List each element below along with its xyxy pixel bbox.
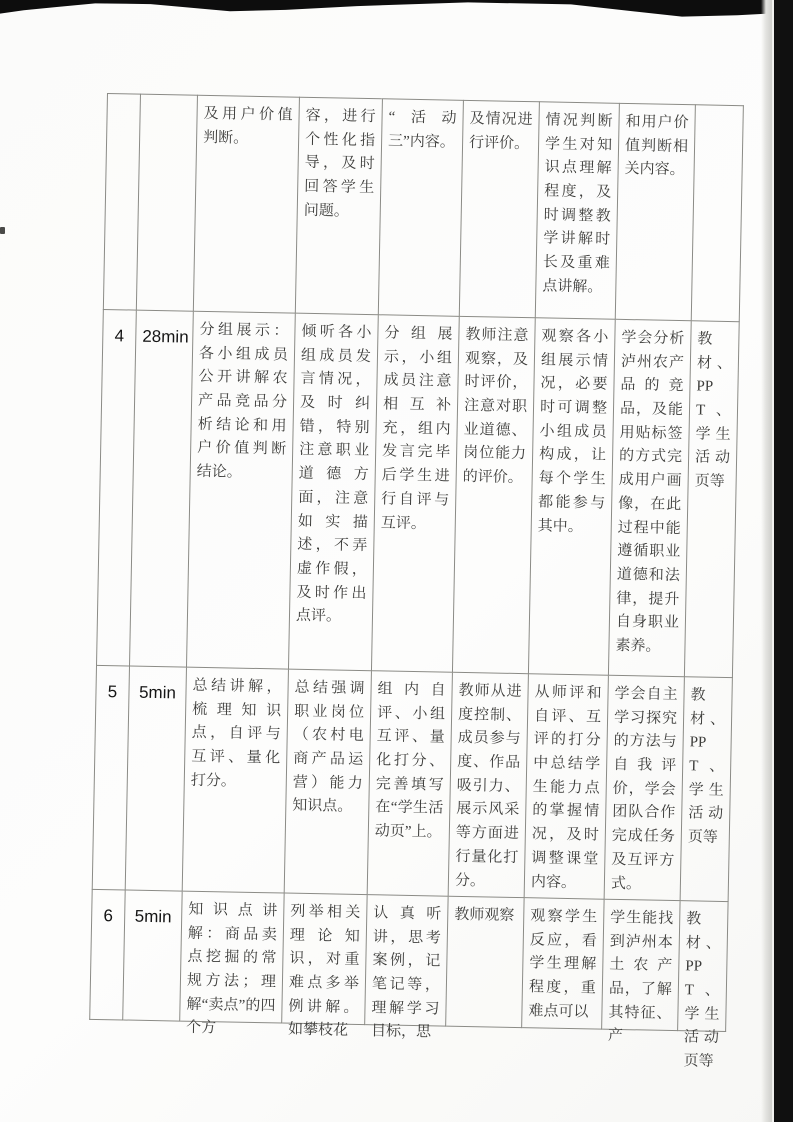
cell-evaluation <box>446 896 524 1027</box>
cell-teaching-content <box>193 95 299 313</box>
evaluation-text: 教师观察 <box>454 906 515 924</box>
cell-observation-adjustment <box>535 102 619 319</box>
cell-duration <box>130 310 194 667</box>
cell-step-number <box>103 94 140 311</box>
table-row-continuation <box>103 94 743 322</box>
cell-step-number <box>90 889 125 1020</box>
step-number: 5 <box>107 682 118 702</box>
outcome-text: 学会自主学习探究的方法与自我评价，学会团队合作完成任务及互评方式。 <box>610 685 678 892</box>
scan-speck <box>0 227 5 234</box>
observation-text: 情况判断学生对知识点理解程度，及时调整教学讲解时长及重难点讲解。 <box>542 112 613 296</box>
cell-resources <box>684 321 739 678</box>
student-activity-text: “活动三”内容。 <box>387 109 457 151</box>
teacher-activity-text: 倾听各小组成员发言情况，及时纠错，特别注意职业道德方面，注意如实描述，不弄虚作假，及时作出点评。 <box>295 323 372 625</box>
cell-learning-outcome <box>615 103 695 320</box>
student-activity-text: 分组展示，小组成员注意相互补充，组内发言完毕后学生进行自评与互评。 <box>380 325 453 532</box>
table-row-step6 <box>90 889 728 1031</box>
duration: 5min <box>138 682 177 703</box>
student-activity-text: 认真听讲，思考案例，记笔记等，理解学习目标，思 <box>370 905 442 1041</box>
cell-student-activity <box>367 671 452 897</box>
resources-text: 教材、PPT、学生活动页等 <box>687 687 726 846</box>
outcome-text: 学生能找到泸州本土农产品，了解其特征、产 <box>607 909 674 1045</box>
student-activity-text: 组内自评、小组互评、量化打分、完善填写在“学生活动页”上。 <box>374 681 446 841</box>
scan-edge-top <box>0 0 793 17</box>
cell-learning-outcome <box>604 675 684 900</box>
cell-student-activity <box>378 99 463 317</box>
table-row-step4 <box>97 309 740 677</box>
teacher-activity-text: 容，进行个性化指导，及时回答学生问题。 <box>303 107 376 220</box>
cell-duration <box>125 666 186 891</box>
duration <box>147 108 191 109</box>
step-number: 6 <box>103 906 114 926</box>
cell-evaluation <box>448 672 528 897</box>
step-number: 4 <box>114 326 125 346</box>
duration: 28min <box>142 326 189 347</box>
teacher-activity-text: 总结强调职业岗位（农村电商产品运营）能力知识点。 <box>292 679 365 816</box>
paper-edge-highlight <box>761 0 774 1122</box>
table-row-step5 <box>92 665 732 901</box>
teaching-content-text: 总结讲解，梳理知识点，自评与互评、量化打分。 <box>190 677 282 790</box>
cell-learning-outcome <box>608 319 691 676</box>
teaching-content-text: 知识点讲解：商品卖点挖掘的常规方法；理解“卖点”的四个方 <box>185 901 278 1037</box>
teaching-content-text: 分组展示：各小组成员公开讲解农产品竞品分析结论和用户价值判断结论。 <box>196 321 289 481</box>
cell-observation-adjustment <box>528 318 615 675</box>
evaluation-text: 教师注意观察，及时评价，注意对职业道德、岗位能力的评价。 <box>462 326 529 487</box>
lesson-plan-table-grid <box>89 93 744 1070</box>
cell-duration <box>123 890 182 1021</box>
cell-student-activity <box>371 315 459 672</box>
cell-teacher-activity <box>295 97 382 315</box>
evaluation-text: 教师从进度控制、成员参与度、作品吸引力、展示风采等方面进行量化打分。 <box>454 682 522 889</box>
cell-observation-adjustment <box>524 674 608 899</box>
observation-text: 观察学生反应，看学生理解程度，重难点可以 <box>528 908 598 1021</box>
cell-duration <box>136 94 197 311</box>
cell-evaluation <box>459 100 539 317</box>
evaluation-text: 及情况进行评价。 <box>468 110 533 152</box>
observation-text: 观察各小组展示情况，必要时可调整小组成员构成，让每个学生都能参与其中。 <box>537 328 609 535</box>
resources-text: 教材、PPT、学生活动页等 <box>683 911 721 1070</box>
cell-teacher-activity <box>288 313 378 671</box>
observation-text: 从师评和自评、互评的打分中总结学生能力点的掌握情况，及时调整课堂内容。 <box>530 684 602 891</box>
cell-step-number <box>92 665 129 890</box>
teaching-content-text: 及用户价值判断。 <box>203 105 293 147</box>
cell-teacher-activity <box>284 669 371 895</box>
teacher-activity-text: 列举相关理论知识，对重难点多举例讲解。如攀枝花 <box>287 903 361 1040</box>
outcome-text: 和用户价值判断相关内容。 <box>624 113 689 179</box>
resources-text <box>702 112 737 113</box>
outcome-text: 学会分析泸州农产品的竞品，及能用贴标签的方式完成用户画像，在此过程中能遵循职业道德和法律，提升自身职业素养。 <box>615 329 685 655</box>
cell-observation-adjustment <box>522 898 604 1030</box>
scan-edge-right <box>774 0 793 1122</box>
cell-evaluation <box>452 316 535 673</box>
cell-teacher-activity <box>282 893 367 1040</box>
lesson-plan-table <box>89 93 749 1070</box>
cell-resources <box>691 105 743 322</box>
cell-resources <box>680 677 732 902</box>
cell-student-activity <box>365 895 448 1041</box>
cell-teaching-content <box>186 311 295 669</box>
cell-resources <box>678 901 728 1070</box>
cell-teaching-content <box>182 667 288 893</box>
cell-teaching-content <box>180 891 284 1037</box>
duration: 5min <box>134 906 172 927</box>
resources-text: 教材、PPT、学生活动页等 <box>694 331 733 491</box>
cell-learning-outcome <box>602 899 680 1045</box>
